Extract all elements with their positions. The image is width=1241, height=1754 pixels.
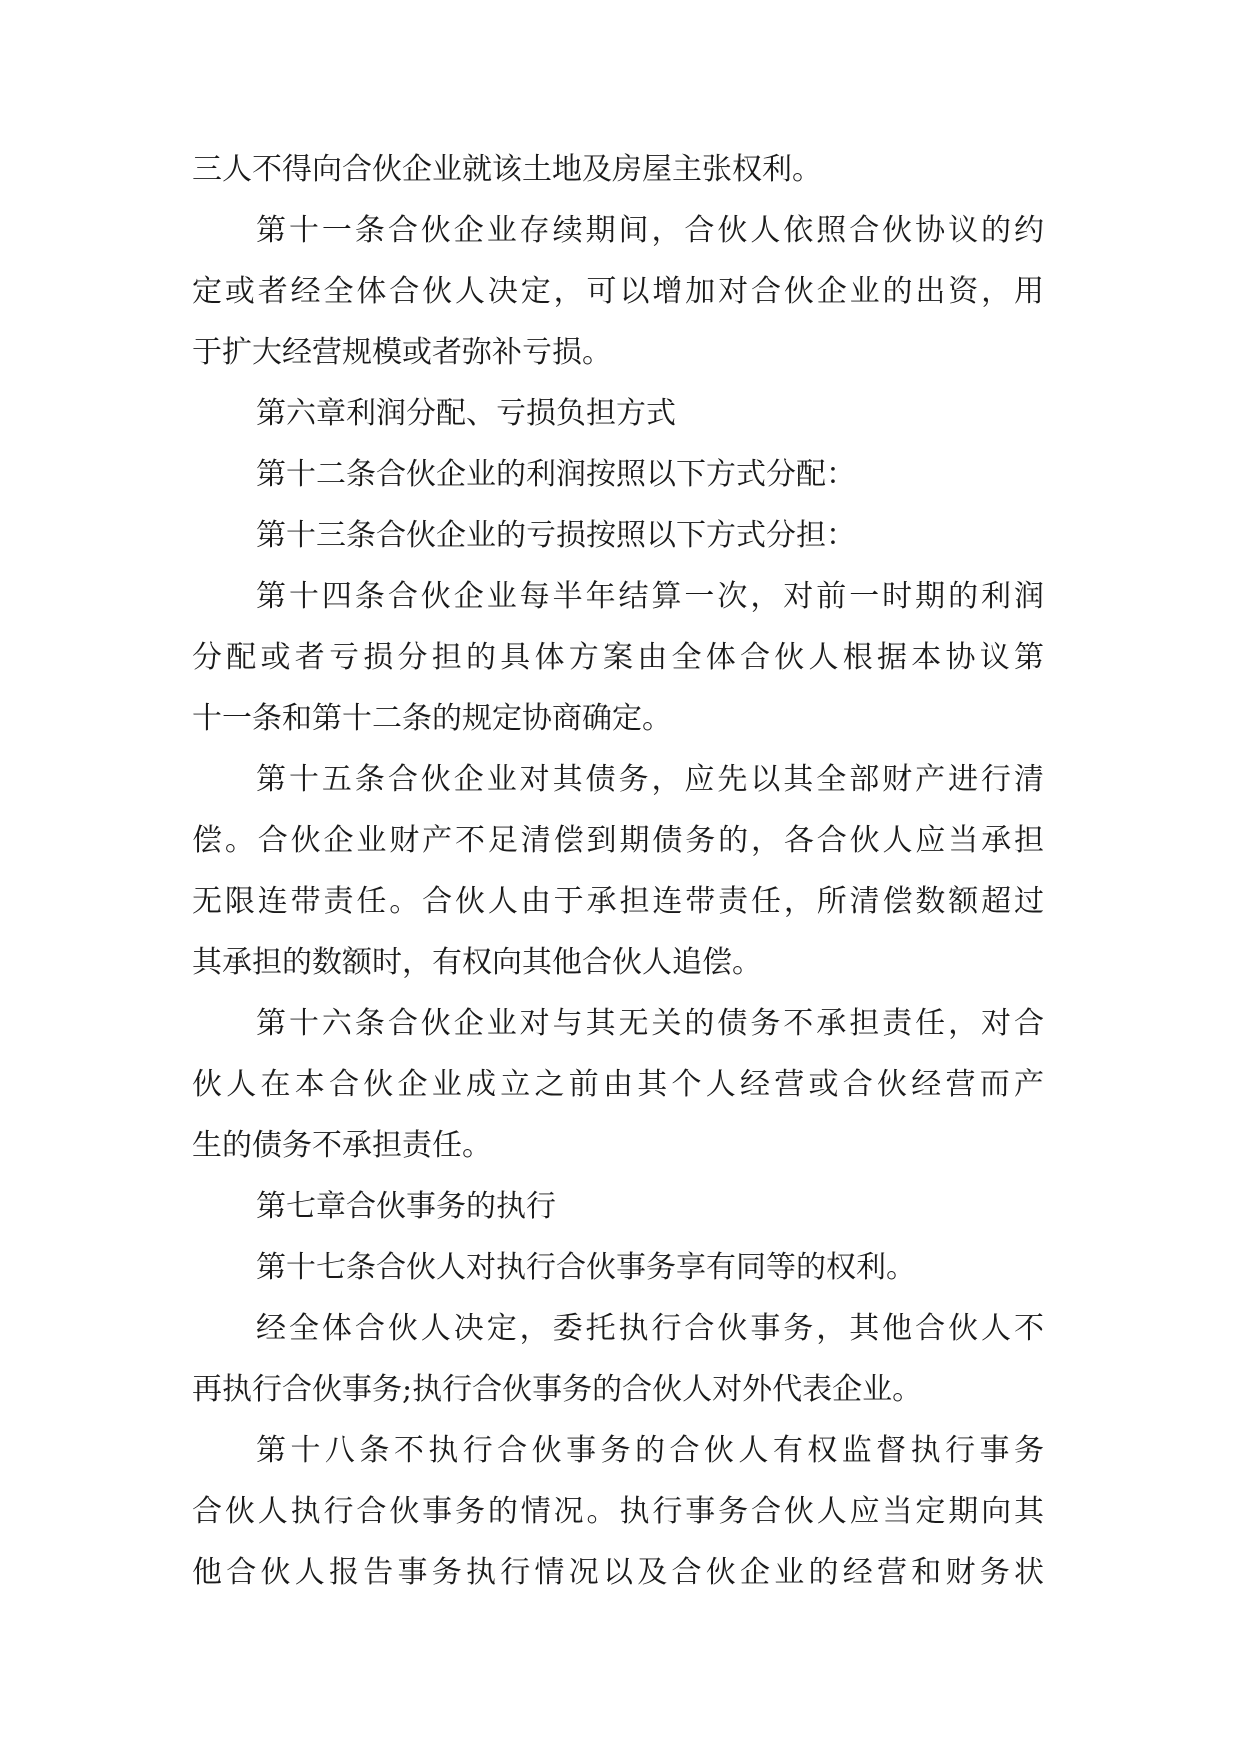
text-line: 合伙人执行合伙事务的情况。执行事务合伙人应当定期向其 — [192, 1494, 1044, 1529]
text-line: 生的债务不承担责任。 — [192, 1128, 492, 1163]
text-line: 第十六条合伙企业对与其无关的债务不承担责任，对合 — [256, 1006, 1044, 1041]
text-line: 他合伙人报告事务执行情况以及合伙企业的经营和财务状 — [192, 1555, 1044, 1590]
text-line: 第十八条不执行合伙事务的合伙人有权监督执行事务 — [256, 1433, 1044, 1468]
text-line: 十一条和第十二条的规定协商确定。 — [192, 701, 672, 736]
text-line: 第十七条合伙人对执行合伙事务享有同等的权利。 — [256, 1250, 916, 1285]
text-line: 第十三条合伙企业的亏损按照以下方式分担： — [256, 518, 856, 553]
text-line: 第十二条合伙企业的利润按照以下方式分配： — [256, 457, 856, 492]
text-line: 三人不得向合伙企业就该土地及房屋主张权利。 — [192, 152, 822, 187]
text-line: 定或者经全体合伙人决定，可以增加对合伙企业的出资，用 — [192, 274, 1044, 309]
text-line: 第十四条合伙企业每半年结算一次，对前一时期的利润 — [256, 579, 1044, 614]
chapter-heading: 第六章利润分配、亏损负担方式 — [256, 396, 676, 431]
text-line: 第十五条合伙企业对其债务，应先以其全部财产进行清 — [256, 762, 1044, 797]
text-line: 其承担的数额时，有权向其他合伙人追偿。 — [192, 945, 762, 980]
text-line: 经全体合伙人决定，委托执行合伙事务，其他合伙人不 — [256, 1311, 1044, 1346]
text-line: 偿。合伙企业财产不足清偿到期债务的，各合伙人应当承担 — [192, 823, 1044, 858]
chapter-heading: 第七章合伙事务的执行 — [256, 1189, 556, 1224]
text-line: 于扩大经营规模或者弥补亏损。 — [192, 335, 612, 370]
text-line: 再执行合伙事务;执行合伙事务的合伙人对外代表企业。 — [192, 1372, 923, 1407]
text-line: 第十一条合伙企业存续期间，合伙人依照合伙协议的约 — [256, 213, 1044, 248]
text-line: 分配或者亏损分担的具体方案由全体合伙人根据本协议第 — [192, 640, 1044, 675]
text-line: 伙人在本合伙企业成立之前由其个人经营或合伙经营而产 — [192, 1067, 1044, 1102]
text-line: 无限连带责任。合伙人由于承担连带责任，所清偿数额超过 — [192, 884, 1044, 919]
